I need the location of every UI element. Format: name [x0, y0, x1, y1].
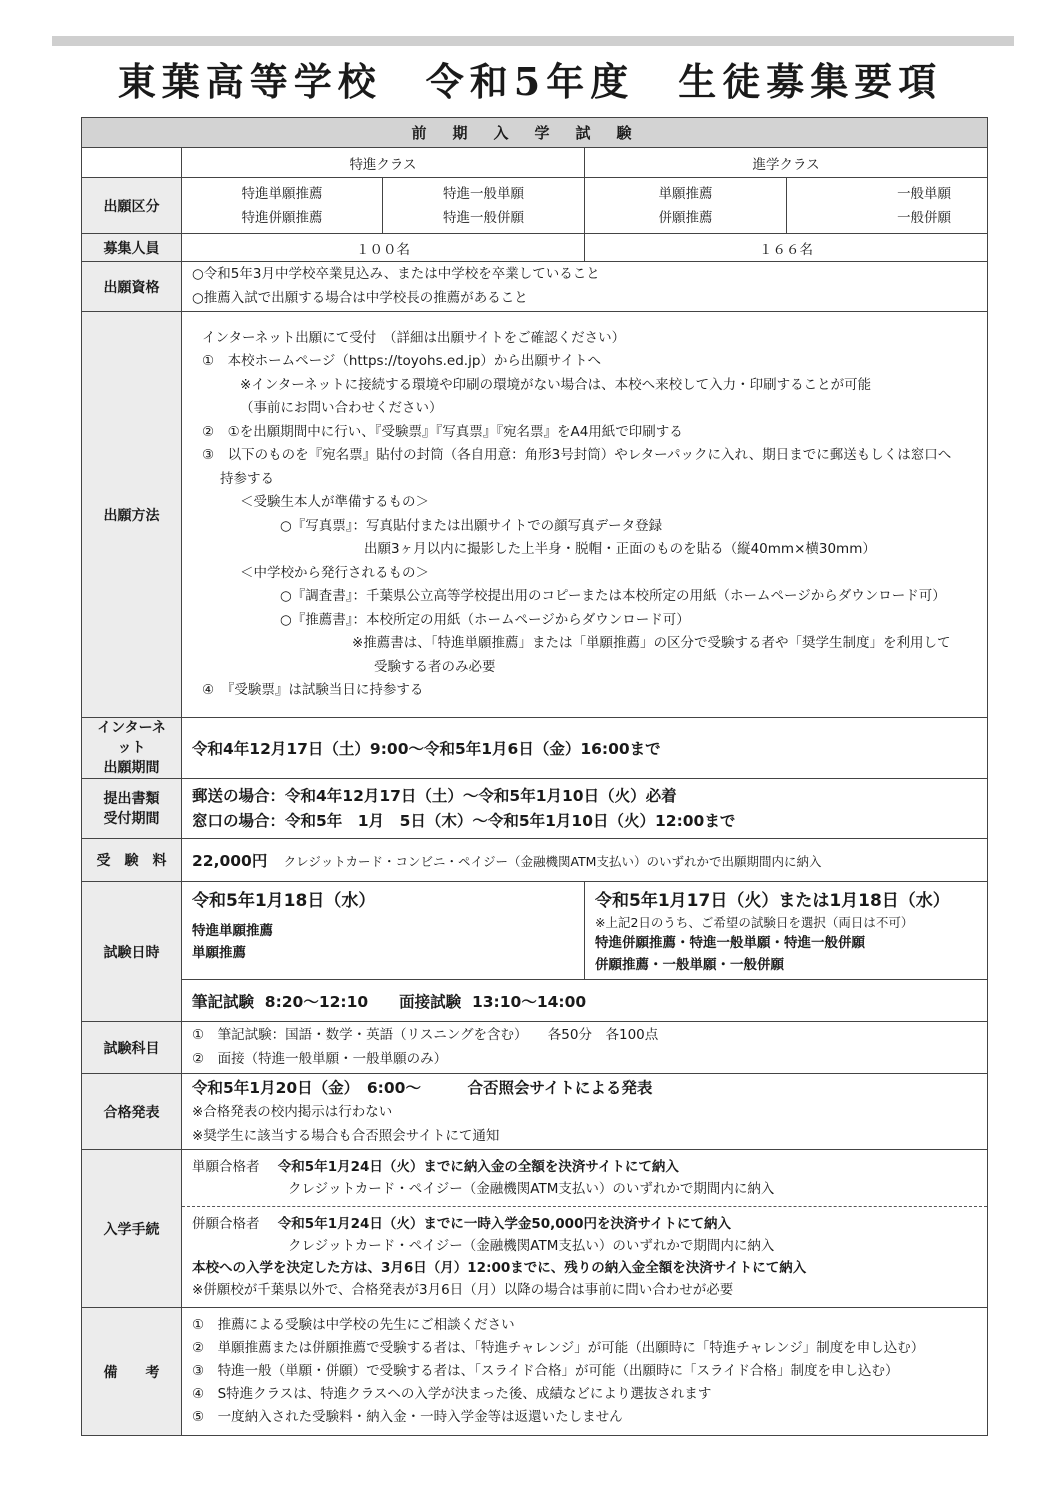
- text-line: ※推薦書は、「特進単願推薦」または「単願推薦」の区分で受験する者や「奨学生制度」を利用して: [352, 635, 951, 651]
- row-shutsugan-kubun: [82, 178, 988, 234]
- text-line: ② 面接（特進一般単願・一般単願のみ）: [192, 1050, 448, 1067]
- tandoku-line1: [192, 1156, 977, 1178]
- kubun-item: 一般単願: [897, 185, 952, 202]
- text-line: 持参する: [220, 470, 274, 487]
- label-shutsugan-kubun: 出願区分: [82, 178, 182, 234]
- heigan-line1: [192, 1213, 977, 1235]
- class-tokushin: 特進クラス: [182, 148, 585, 178]
- text-line: ④ S特進クラスは、特進クラスへの入学が決まった後、成績などにより選抜されます: [192, 1386, 712, 1402]
- row-nichiji-times: [82, 980, 988, 1022]
- admission-table: [81, 117, 988, 1436]
- text-line: ※インターネットに接続する環境や印刷の環境がない場合は、本校へ来校して入力・印刷することが可能: [240, 376, 872, 393]
- nichiji-right: [585, 882, 988, 980]
- exam-date-note: ※上記2日のうち、ご希望の試験日を選択（両日は不可）: [595, 915, 914, 930]
- label-fee: 受 験 料: [82, 839, 182, 882]
- happyo-content: [182, 1074, 988, 1150]
- biko-content: [182, 1308, 988, 1436]
- text-line: 出願3ヶ月以内に撮影した上半身・脱帽・正面のものを貼る（縦40mm×横30mm）: [364, 541, 876, 557]
- tag-tandoku: 単願合格者: [192, 1159, 260, 1175]
- fee-amount: 22,000円: [192, 852, 268, 870]
- tetsuzuki-content: [182, 1150, 988, 1308]
- label-tetsuzuki: 入学手続: [82, 1150, 182, 1308]
- text-line: ⑤ 一度納入された受験料・納入金・一時入学金等は返還いたしません: [192, 1409, 623, 1425]
- text-line: ① 本校ホームページ（https://toyohs.ed.jp）から出願サイトへ: [202, 353, 601, 369]
- boshu-tokushin: １００名: [182, 234, 585, 262]
- text-line: ○令和5年3月中学校卒業見込み、または中学校を卒業していること: [192, 266, 600, 282]
- text-line: ② 単願推薦または併願推薦で受験する者は、「特進チャレンジ」が可能（出願時に「特進チャレンジ」制度を申し込む）: [192, 1340, 925, 1356]
- exam-date: 令和5年1月17日（火）または1月18日（水）: [595, 891, 950, 911]
- text-line: インターネット出願にて受付 （詳細は出願サイトをご確認ください）: [202, 329, 626, 346]
- label-houhou: 出願方法: [82, 312, 182, 718]
- kubun-item: 単願推薦: [658, 185, 713, 202]
- exam-category: 単願推薦: [192, 945, 246, 961]
- table-header-row: [82, 118, 988, 148]
- page-title: 東葉高等学校 令和5年度 生徒募集要項: [117, 59, 943, 104]
- text-line: ※合格発表の校内掲示は行わない: [192, 1104, 393, 1120]
- text-line: ○『調査書』：千葉県公立高等学校提出用のコピーまたは本校所定の用紙（ホームページからダウンロード可）: [280, 588, 946, 604]
- empty-label-cell: [82, 148, 182, 178]
- houhou-content: [182, 312, 988, 718]
- shikaku-content: [182, 262, 988, 312]
- label-nichiji: 試験日時: [82, 882, 182, 1022]
- row-biko: [82, 1308, 988, 1436]
- uketsuke-content: [182, 779, 988, 839]
- kubun-item: 特進併願推薦: [241, 209, 323, 226]
- nichiji-left: [182, 882, 585, 980]
- text-line: ＜中学校から発行されるもの＞: [240, 564, 429, 581]
- text-line: 本校への入学を決定した方は、3月6日（月）12:00までに、残りの納入金全額を決済サイトにて納入: [192, 1260, 807, 1276]
- text-line: ○『推薦書』：本校所定の用紙（ホームページからダウンロード可）: [280, 611, 690, 628]
- class-header-row: [82, 148, 988, 178]
- row-houhou: [82, 312, 988, 718]
- label-line: 提出書類: [103, 790, 160, 807]
- kubun-item: 特進単願推薦: [241, 185, 323, 202]
- kubun-tokushin-ippan: [383, 178, 585, 234]
- row-tetsuzuki: [82, 1150, 988, 1308]
- kubun-item: 併願推薦: [658, 209, 713, 226]
- kubun-item: 特進一般単願: [443, 185, 524, 202]
- text-line: ○『写真票』：写真貼付または出願サイトでの顔写真データ登録: [280, 517, 663, 534]
- text-line: ① 筆記試験：国語・数学・英語（リスニングを含む） 各50分 各100点: [192, 1027, 659, 1043]
- label-line: 受付期間: [103, 810, 160, 827]
- label-happyo: 合格発表: [82, 1074, 182, 1150]
- text-line: ※奨学生に該当する場合も合否照会サイトにて通知: [192, 1127, 500, 1144]
- label-line: インターネット: [97, 720, 166, 756]
- exam-times: 筆記試験 8:20～12:10 面接試験 13:10～14:00: [182, 980, 988, 1022]
- text-line: ＜受験生本人が準備するもの＞: [240, 494, 429, 510]
- row-uketsuke: [82, 779, 988, 839]
- text-line: （事前にお問い合わせください）: [240, 400, 443, 416]
- fee-note: クレジットカード・コンビニ・ペイジー（金融機関ATM支払い）のいずれかで出願期間内に納入: [283, 854, 822, 869]
- text-line: ④ 『受験票』は試験当日に持参する: [202, 682, 424, 698]
- text-line: クレジットカード・ペイジー（金融機関ATM支払い）のいずれかで期間内に納入: [288, 1238, 775, 1254]
- dashed-divider: [182, 1206, 987, 1207]
- text-line: 令和5年1月20日（金） 6:00～ 合否照会サイトによる発表: [192, 1079, 653, 1097]
- label-boshu: 募集人員: [82, 234, 182, 262]
- fee-content: [182, 839, 988, 882]
- class-shingaku: 進学クラス: [585, 148, 988, 178]
- text-line: 令和5年1月24日（火）までに一時入学金50,000円を決済サイトにて納入: [277, 1216, 732, 1232]
- row-kamoku: [82, 1022, 988, 1074]
- tag-heigan: 併願合格者: [192, 1216, 260, 1232]
- text-line: ① 推薦による受験は中学校の先生にご相談ください: [192, 1317, 515, 1333]
- exam-category: 特進併願推薦・特進一般単願・特進一般併願: [595, 935, 865, 951]
- text-line: 令和5年1月24日（火）までに納入金の全額を決済サイトにて納入: [277, 1159, 679, 1175]
- text-line: 窓口の場合：令和5年 1月 5日（木）～令和5年1月10日（火）12:00まで: [192, 811, 736, 830]
- text-line: ② ①を出願期間中に行い、『受験票』『写真票』『宛名票』をA4用紙で印刷する: [202, 423, 683, 440]
- text-line: ③ 以下のものを『宛名票』貼付の封筒（各自用意：角形3号封筒）やレターパックに入れ、期日までに郵送もしくは窓口へ: [202, 447, 952, 463]
- label-line: 出願期間: [103, 760, 160, 776]
- label-uketsuke: [82, 779, 182, 839]
- text-line: クレジットカード・ペイジー（金融機関ATM支払い）のいずれかで期間内に納入: [288, 1181, 775, 1197]
- label-shikaku: 出願資格: [82, 262, 182, 312]
- kubun-suisen: [585, 178, 787, 234]
- exam-category: 併願推薦・一般単願・一般併願: [595, 957, 784, 973]
- top-decorative-bar: [52, 36, 1014, 46]
- section-header: 前期入学試験: [82, 118, 988, 148]
- row-net-kikan: [82, 718, 988, 779]
- text-line: ○推薦入試で出願する場合は中学校長の推薦があること: [192, 289, 528, 306]
- kubun-ippan: [787, 178, 988, 234]
- row-happyo: [82, 1074, 988, 1150]
- label-biko: 備 考: [82, 1308, 182, 1436]
- row-nichiji-upper: [82, 882, 988, 980]
- text-line: ※併願校が千葉県以外で、合格発表が3月6日（月）以降の場合は事前に問い合わせが必要: [192, 1282, 734, 1298]
- kubun-item: 特進一般併願: [443, 209, 524, 226]
- exam-date: 令和5年1月18日（水）: [192, 891, 376, 911]
- text-line: 郵送の場合：令和4年12月17日（土）～令和5年1月10日（火）必着: [192, 786, 677, 805]
- net-kikan-value: 令和4年12月17日（土）9:00～令和5年1月6日（金）16:00まで: [182, 718, 988, 779]
- kubun-item: 一般併願: [897, 209, 952, 226]
- row-boshu: [82, 234, 988, 262]
- label-net-kikan: [82, 718, 182, 779]
- exam-category: 特進単願推薦: [192, 923, 273, 939]
- kamoku-content: [182, 1022, 988, 1074]
- text-line: ③ 特進一般（単願・併願）で受験する者は、「スライド合格」が可能（出願時に「スライド合格」制度を申し込む）: [192, 1363, 899, 1379]
- boshu-shingaku: １６６名: [585, 234, 988, 262]
- text-line: 受験する者のみ必要: [374, 658, 496, 675]
- kubun-tokushin-suisen: [182, 178, 383, 234]
- row-fee: [82, 839, 988, 882]
- label-kamoku: 試験科目: [82, 1022, 182, 1074]
- row-shikaku: [82, 262, 988, 312]
